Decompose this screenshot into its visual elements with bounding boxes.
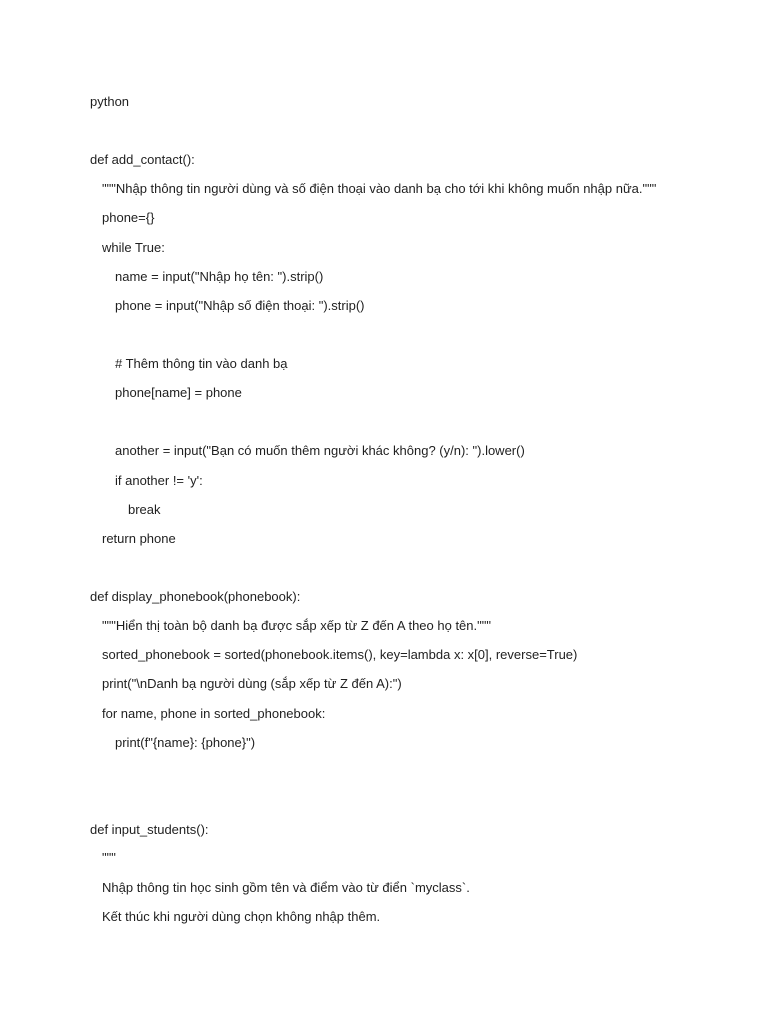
code-line-docstring: Kết thúc khi người dùng chọn không nhập thêm.	[102, 909, 381, 924]
code-line: while True:	[102, 240, 165, 255]
language-label: python	[90, 94, 130, 109]
code-line-docstring: """Hiển thị toàn bộ danh bạ được sắp xếp từ Z đến A theo họ tên."""	[102, 618, 491, 633]
code-line: phone = input("Nhập số điện thoại: ").strip()	[115, 298, 365, 313]
code-line-docstring: """	[102, 850, 116, 865]
code-line: print("\nDanh bạ người dùng (sắp xếp từ Z đến A):")	[102, 676, 402, 691]
code-line: sorted_phonebook = sorted(phonebook.items(), key=lambda x: x[0], reverse=True)	[102, 647, 578, 662]
code-line: another = input("Bạn có muốn thêm người khác không? (y/n): ").lower()	[115, 443, 525, 458]
code-line: name = input("Nhập họ tên: ").strip()	[115, 269, 324, 284]
code-line: if another != 'y':	[115, 473, 203, 488]
code-line: break	[128, 502, 161, 517]
code-line-docstring: Nhập thông tin học sinh gồm tên và điểm vào từ điển `myclass`.	[102, 880, 470, 895]
code-line: return phone	[102, 531, 176, 546]
code-line-docstring: """Nhập thông tin người dùng và số điện thoại vào danh bạ cho tới khi không muốn nhập nữa."""	[102, 181, 657, 196]
code-line-def-display-phonebook: def display_phonebook(phonebook):	[90, 589, 301, 604]
code-comment: # Thêm thông tin vào danh bạ	[115, 356, 288, 371]
code-line-def-input-students: def input_students():	[90, 822, 209, 837]
code-line: print(f"{name}: {phone}")	[115, 735, 256, 750]
code-line-def-add-contact: def add_contact():	[90, 152, 195, 167]
code-line: for name, phone in sorted_phonebook:	[102, 706, 326, 721]
code-line: phone={}	[102, 210, 155, 225]
code-line: phone[name] = phone	[115, 385, 242, 400]
